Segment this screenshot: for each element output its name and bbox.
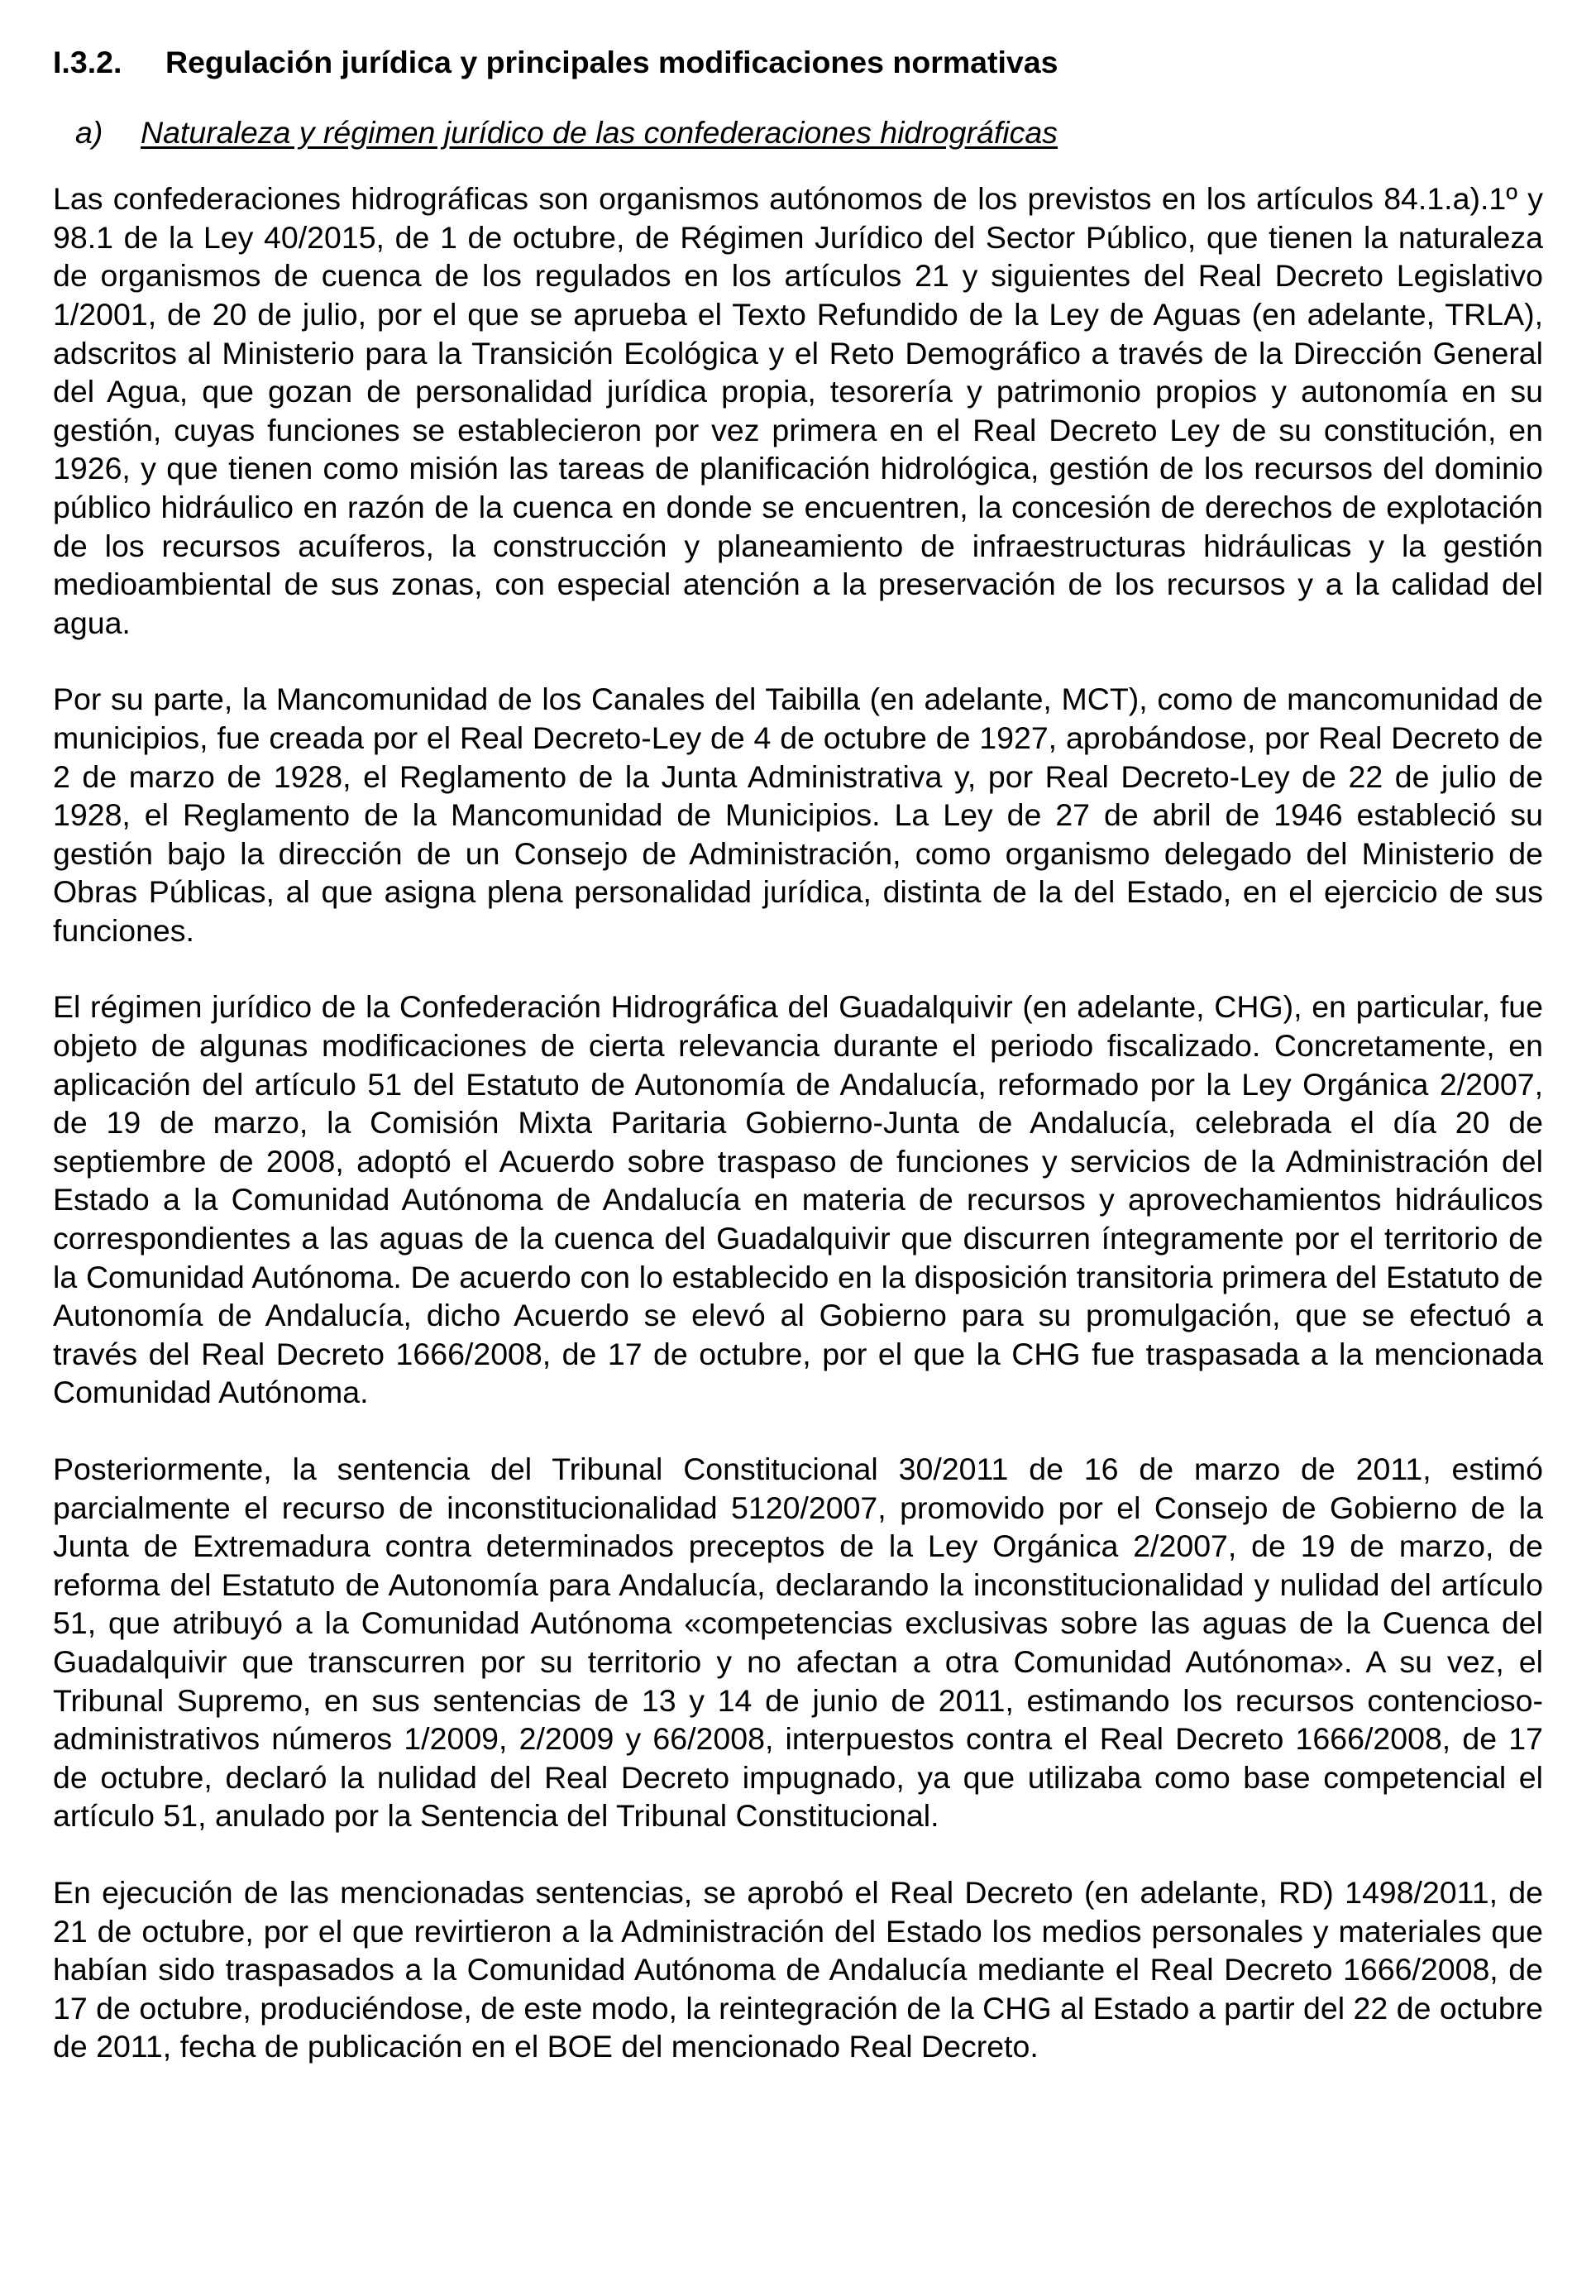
section-heading [53,43,1543,82]
section-number: I.3.2. [53,45,122,79]
paragraph-sentencias: Posteriormente, la sentencia del Tribunal Constitucional 30/2011 de 16 de marzo de 2011, estimó parcialmente el recurso de inconstitucionalidad 5120/2007, promovido por el Consejo de Gobierno de la Junta de Extremadura contra determinados preceptos de la Ley Orgánica 2/2007, de 19 de marzo, de reforma del Estatuto de Autonomía para Andalucía, declarando la inconstitucionalidad y nulidad del artículo 51, que atribuyó a la Comunidad Autónoma «competencias exclusivas sobre las aguas de la Cuenca del Guadalquivir que transcurren por su territorio y no afectan a otra Comunidad Autónoma». A su vez, el Tribunal Supremo, en sus sentencias de 13 y 14 de junio de 2011, estimando los recursos contencioso-administrativos números 1/2009, 2/2009 y 66/2008, interpuestos contra el Real Decreto 1666/2008, de 17 de octubre, declaró la nulidad del Real Decreto impugnado, ya que utilizaba como base competencial el artículo 51, anulado por la Sentencia del Tribunal Constitucional. [53,1452,1543,1834]
section-title: Regulación jurídica y principales modificaciones normativas [165,45,1058,79]
paragraph-ejecucion-sentencias: En ejecución de las mencionadas sentencias, se aprobó el Real Decreto (en adelante, RD) 1498/2011, de 21 de octubre, por el que revirtieron a la Administración del Estado los medios personales y materiales que habían sido traspasados a la Comunidad Autónoma de Andalucía mediante el Real Decreto 1666/2008, de 17 de octubre, produciéndose, de este modo, la reintegración de la CHG al Estado a partir del 22 de octubre de 2011, fecha de publicación en el BOE del mencionado Real Decreto. [53,1874,1543,2064]
paragraph-mancomunidad-taibilla: Por su parte, la Mancomunidad de los Canales del Taibilla (en adelante, MCT), como de mancomunidad de municipios, fue creada por el Real Decreto-Ley de 4 de octubre de 1927, aprobándose, por Real Decreto de 2 de marzo de 1928, el Reglamento de la Junta Administrativa y, por Real Decreto-Ley de 22 de julio de 1928, el Reglamento de la Mancomunidad de Municipios. La Ley de 27 de abril de 1946 estableció su gestión bajo la dirección de un Consejo de Administración, como organismo delegado del Ministerio de Obras Públicas, al que asigna plena personalidad jurídica, distinta de la del Estado, en el ejercicio de sus funciones. [53,682,1543,948]
subsection-title: Naturaleza y régimen jurídico de las confederaciones hidrográficas [141,114,1058,150]
document-page [53,43,1543,2104]
subsection-heading [75,113,1543,152]
subsection-letter: a) [75,114,103,150]
paragraph-confederaciones: Las confederaciones hidrográficas son organismos autónomos de los previstos en los artículos 84.1.a).1º y 98.1 de la Ley 40/2015, de 1 de octubre, de Régimen Jurídico del Sector Público, que tienen la naturaleza de organismos de cuenca de los regulados en los artículos 21 y siguientes del Real Decreto Legislativo 1/2001, de 20 de julio, por el que se aprueba el Texto Refundido de la Ley de Aguas (en adelante, TRLA), adscritos al Ministerio para la Transición Ecológica y el Reto Demográfico a través de la Dirección General del Agua, que gozan de personalidad jurídica propia, tesorería y patrimonio propios y autonomía en su gestión, cuyas funciones se establecieron por vez primera en el Real Decreto Ley de su constitución, en 1926, y que tienen como misión las tareas de planificación hidrológica, gestión de los recursos del dominio público hidráulico en razón de la cuenca en donde se encuentren, la concesión de derechos de explotación de los recursos acuíferos, la construcción y planeamiento de infraestructuras hidráulicas y la gestión medioambiental de sus zonas, con especial atención a la preservación de los recursos y a la calidad del agua. [53,181,1543,640]
paragraph-regimen-chg: El régimen jurídico de la Confederación Hidrográfica del Guadalquivir (en adelante, CHG), en particular, fue objeto de algunas modificaciones de cierta relevancia durante el periodo fiscalizado. Concretamente, en aplicación del artículo 51 del Estatuto de Autonomía de Andalucía, reformado por la Ley Orgánica 2/2007, de 19 de marzo, la Comisión Mixta Paritaria Gobierno-Junta de Andalucía, celebrada el día 20 de septiembre de 2008, adoptó el Acuerdo sobre traspaso de funciones y servicios de la Administración del Estado a la Comunidad Autónoma de Andalucía en materia de recursos y aprovechamientos hidráulicos correspondientes a las aguas de la cuenca del Guadalquivir que discurren íntegramente por el territorio de la Comunidad Autónoma. De acuerdo con lo establecido en la disposición transitoria primera del Estatuto de Autonomía de Andalucía, dicho Acuerdo se elevó al Gobierno para su promulgación, que se efectuó a través del Real Decreto 1666/2008, de 17 de octubre, por el que la CHG fue traspasada a la mencionada Comunidad Autónoma. [53,989,1543,1410]
